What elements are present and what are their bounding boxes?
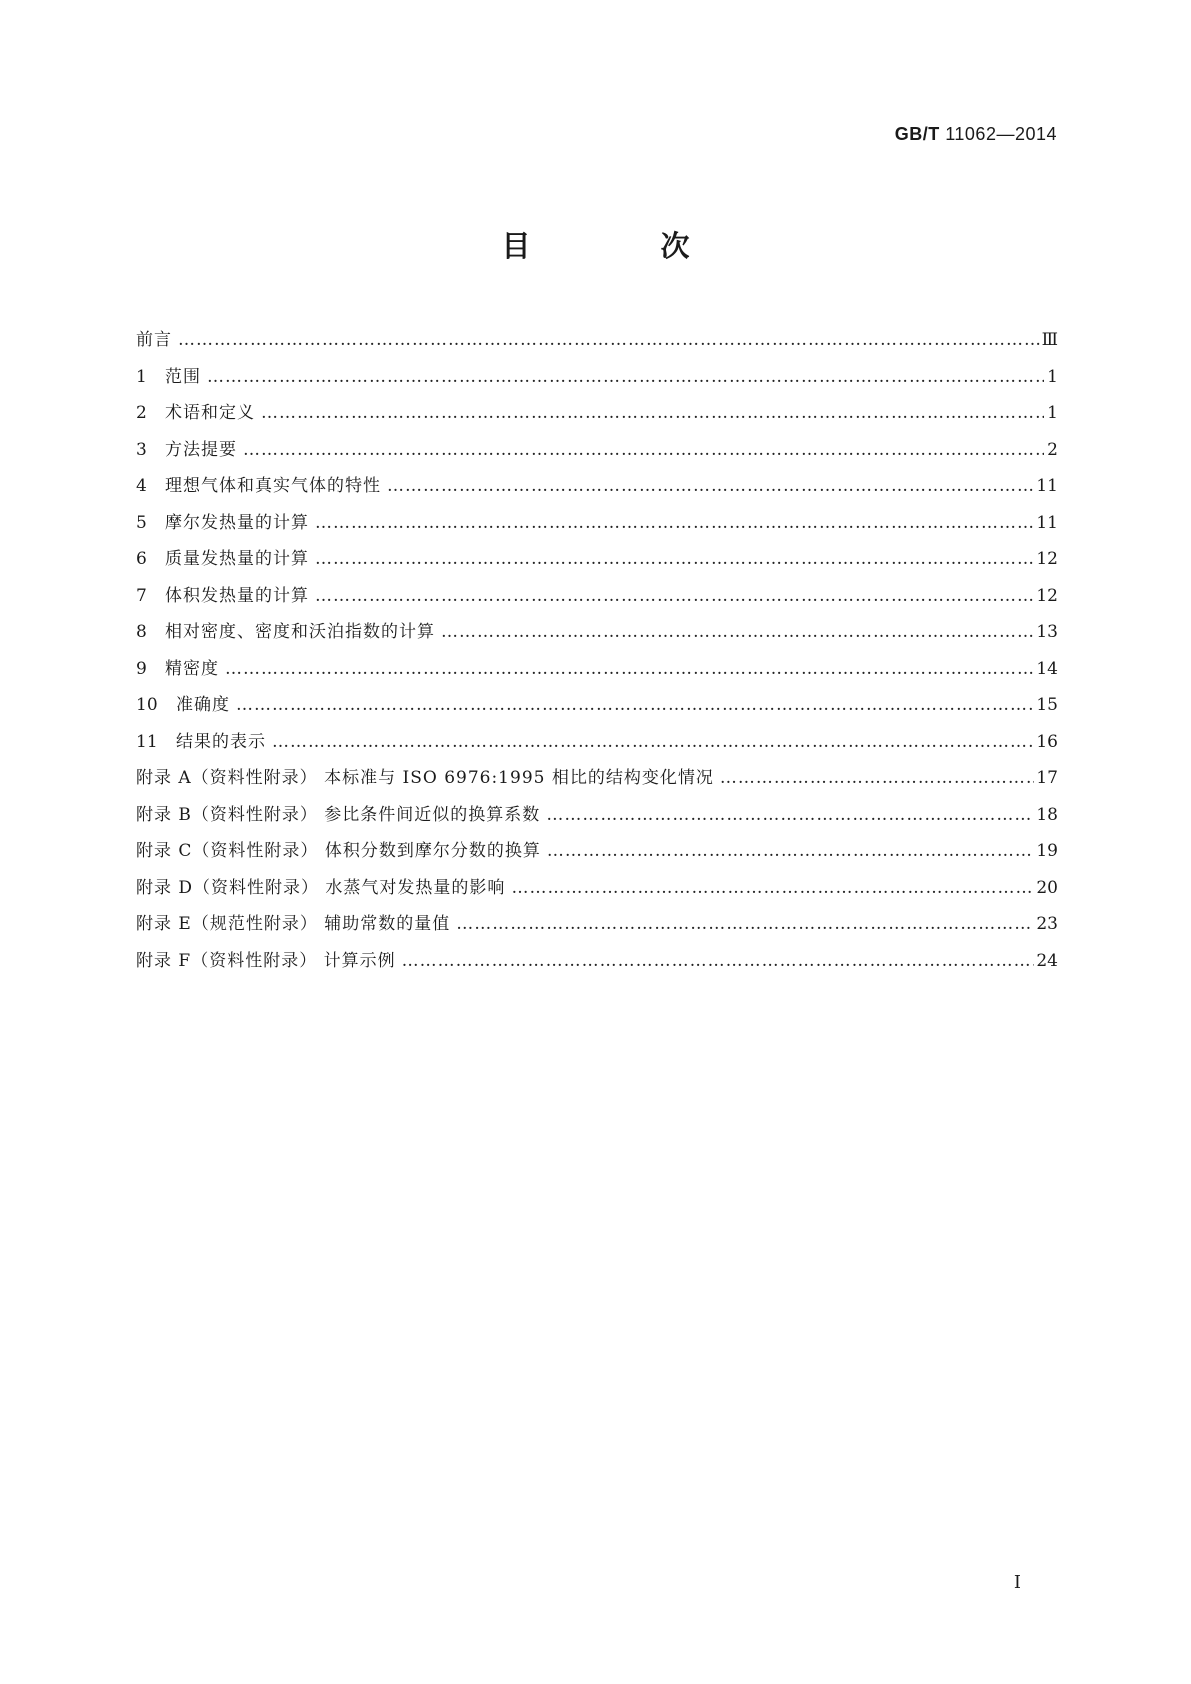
toc-entry-page: 24	[1036, 950, 1058, 971]
standard-code	[895, 124, 1057, 145]
toc-dot-leader	[315, 541, 1034, 578]
toc-entry-text: 附录 C（资料性附录） 体积分数到摩尔分数的换算	[136, 841, 541, 861]
toc-dot-leader	[272, 724, 1034, 761]
toc-entry-6[interactable]	[136, 541, 1058, 578]
toc-entry-9[interactable]	[136, 651, 1058, 688]
toc-entry-page: 19	[1036, 841, 1058, 861]
table-of-contents	[136, 322, 1058, 979]
toc-entry-number: 10	[136, 695, 158, 715]
toc-entry-page: 2	[1047, 439, 1058, 460]
standard-code-number: 11062—2014	[945, 124, 1057, 144]
toc-entry-text: 理想气体和真实气体的特性	[165, 476, 381, 496]
toc-dot-leader	[511, 870, 1034, 907]
toc-entry-3[interactable]	[136, 432, 1058, 469]
toc-entry-text: 附录 D（资料性附录） 水蒸气对发热量的影响	[136, 877, 506, 898]
toc-entry-number: 7	[136, 585, 147, 606]
toc-dot-leader	[720, 760, 1035, 797]
toc-entry-page: 11	[1036, 512, 1058, 533]
toc-entry-number: 1	[136, 366, 147, 387]
toc-entry-text: 附录 B（资料性附录） 参比条件间近似的换算系数	[136, 804, 541, 825]
toc-entry-page: 23	[1036, 914, 1058, 934]
toc-entry-number: 5	[136, 512, 147, 533]
toc-entry-text: 方法提要	[165, 439, 237, 460]
toc-entry-text: 准确度	[176, 695, 230, 715]
toc-dot-leader	[236, 687, 1034, 724]
toc-entry-text: 附录 E（规范性附录） 辅助常数的量值	[136, 914, 451, 934]
toc-entry-appendix-c[interactable]	[136, 833, 1058, 870]
toc-entry-page: 15	[1036, 695, 1058, 715]
toc-entry-page: 1	[1047, 366, 1058, 387]
toc-entry-text: 结果的表示	[176, 731, 266, 752]
toc-entry-page: 17	[1036, 768, 1058, 788]
toc-entry-page: 12	[1036, 549, 1058, 569]
toc-entry-2[interactable]	[136, 395, 1058, 432]
toc-entry-foreword[interactable]	[136, 322, 1058, 359]
toc-dot-leader	[225, 651, 1034, 688]
page-number: I	[1013, 1572, 1021, 1593]
toc-dot-leader	[547, 833, 1035, 870]
toc-entry-page: 13	[1036, 622, 1058, 642]
toc-entry-page: 14	[1036, 658, 1058, 679]
toc-dot-leader	[207, 359, 1044, 396]
toc-entry-appendix-a[interactable]	[136, 760, 1058, 797]
toc-entry-text: 附录 A（资料性附录） 本标准与 ISO 6976:1995 相比的结构变化情况	[136, 768, 714, 788]
toc-entry-page: 20	[1036, 877, 1058, 898]
toc-entry-4[interactable]	[136, 468, 1058, 505]
toc-entry-page: 16	[1036, 731, 1058, 752]
toc-entry-page: Ⅲ	[1041, 330, 1058, 350]
toc-entry-7[interactable]	[136, 578, 1058, 615]
toc-entry-text: 范围	[165, 366, 201, 387]
toc-entry-text: 术语和定义	[165, 403, 255, 423]
toc-dot-leader	[178, 322, 1040, 359]
toc-entry-8[interactable]	[136, 614, 1058, 651]
toc-entry-page: 18	[1036, 804, 1058, 825]
toc-entry-5[interactable]	[136, 505, 1058, 542]
toc-dot-leader	[402, 943, 1035, 980]
toc-entry-appendix-f[interactable]	[136, 943, 1058, 980]
toc-title: 目 次	[501, 229, 750, 263]
toc-dot-leader	[261, 395, 1044, 432]
toc-entry-10[interactable]	[136, 687, 1058, 724]
toc-entry-number: 2	[136, 403, 147, 423]
toc-entry-text: 体积发热量的计算	[165, 585, 309, 606]
toc-entry-text: 质量发热量的计算	[165, 549, 309, 569]
toc-dot-leader	[456, 906, 1034, 943]
toc-entry-number: 11	[136, 731, 158, 752]
toc-entry-page: 1	[1047, 403, 1058, 423]
toc-entry-number: 3	[136, 439, 147, 460]
toc-dot-leader	[315, 505, 1034, 542]
toc-entry-number: 8	[136, 622, 147, 642]
toc-entry-text: 精密度	[165, 658, 219, 679]
toc-entry-appendix-d[interactable]	[136, 870, 1058, 907]
toc-dot-leader	[441, 614, 1034, 651]
toc-entry-number: 6	[136, 549, 147, 569]
toc-entry-appendix-b[interactable]	[136, 797, 1058, 834]
standard-code-prefix: GB/T	[894, 124, 940, 144]
toc-dot-leader	[243, 432, 1044, 469]
toc-entry-text: 附录 F（资料性附录） 计算示例	[136, 950, 396, 971]
toc-entry-text: 前言	[136, 330, 172, 350]
toc-entry-page: 11	[1036, 476, 1058, 496]
toc-dot-leader	[315, 578, 1034, 615]
toc-entry-text: 相对密度、密度和沃泊指数的计算	[165, 622, 435, 642]
toc-entry-number: 9	[136, 658, 147, 679]
toc-dot-leader	[546, 797, 1034, 834]
toc-entry-text: 摩尔发热量的计算	[165, 512, 309, 533]
toc-entry-number: 4	[136, 476, 147, 496]
toc-entry-page: 12	[1036, 585, 1058, 606]
toc-entry-11[interactable]	[136, 724, 1058, 761]
toc-entry-1[interactable]	[136, 359, 1058, 396]
toc-entry-appendix-e[interactable]	[136, 906, 1058, 943]
toc-dot-leader	[387, 468, 1034, 505]
